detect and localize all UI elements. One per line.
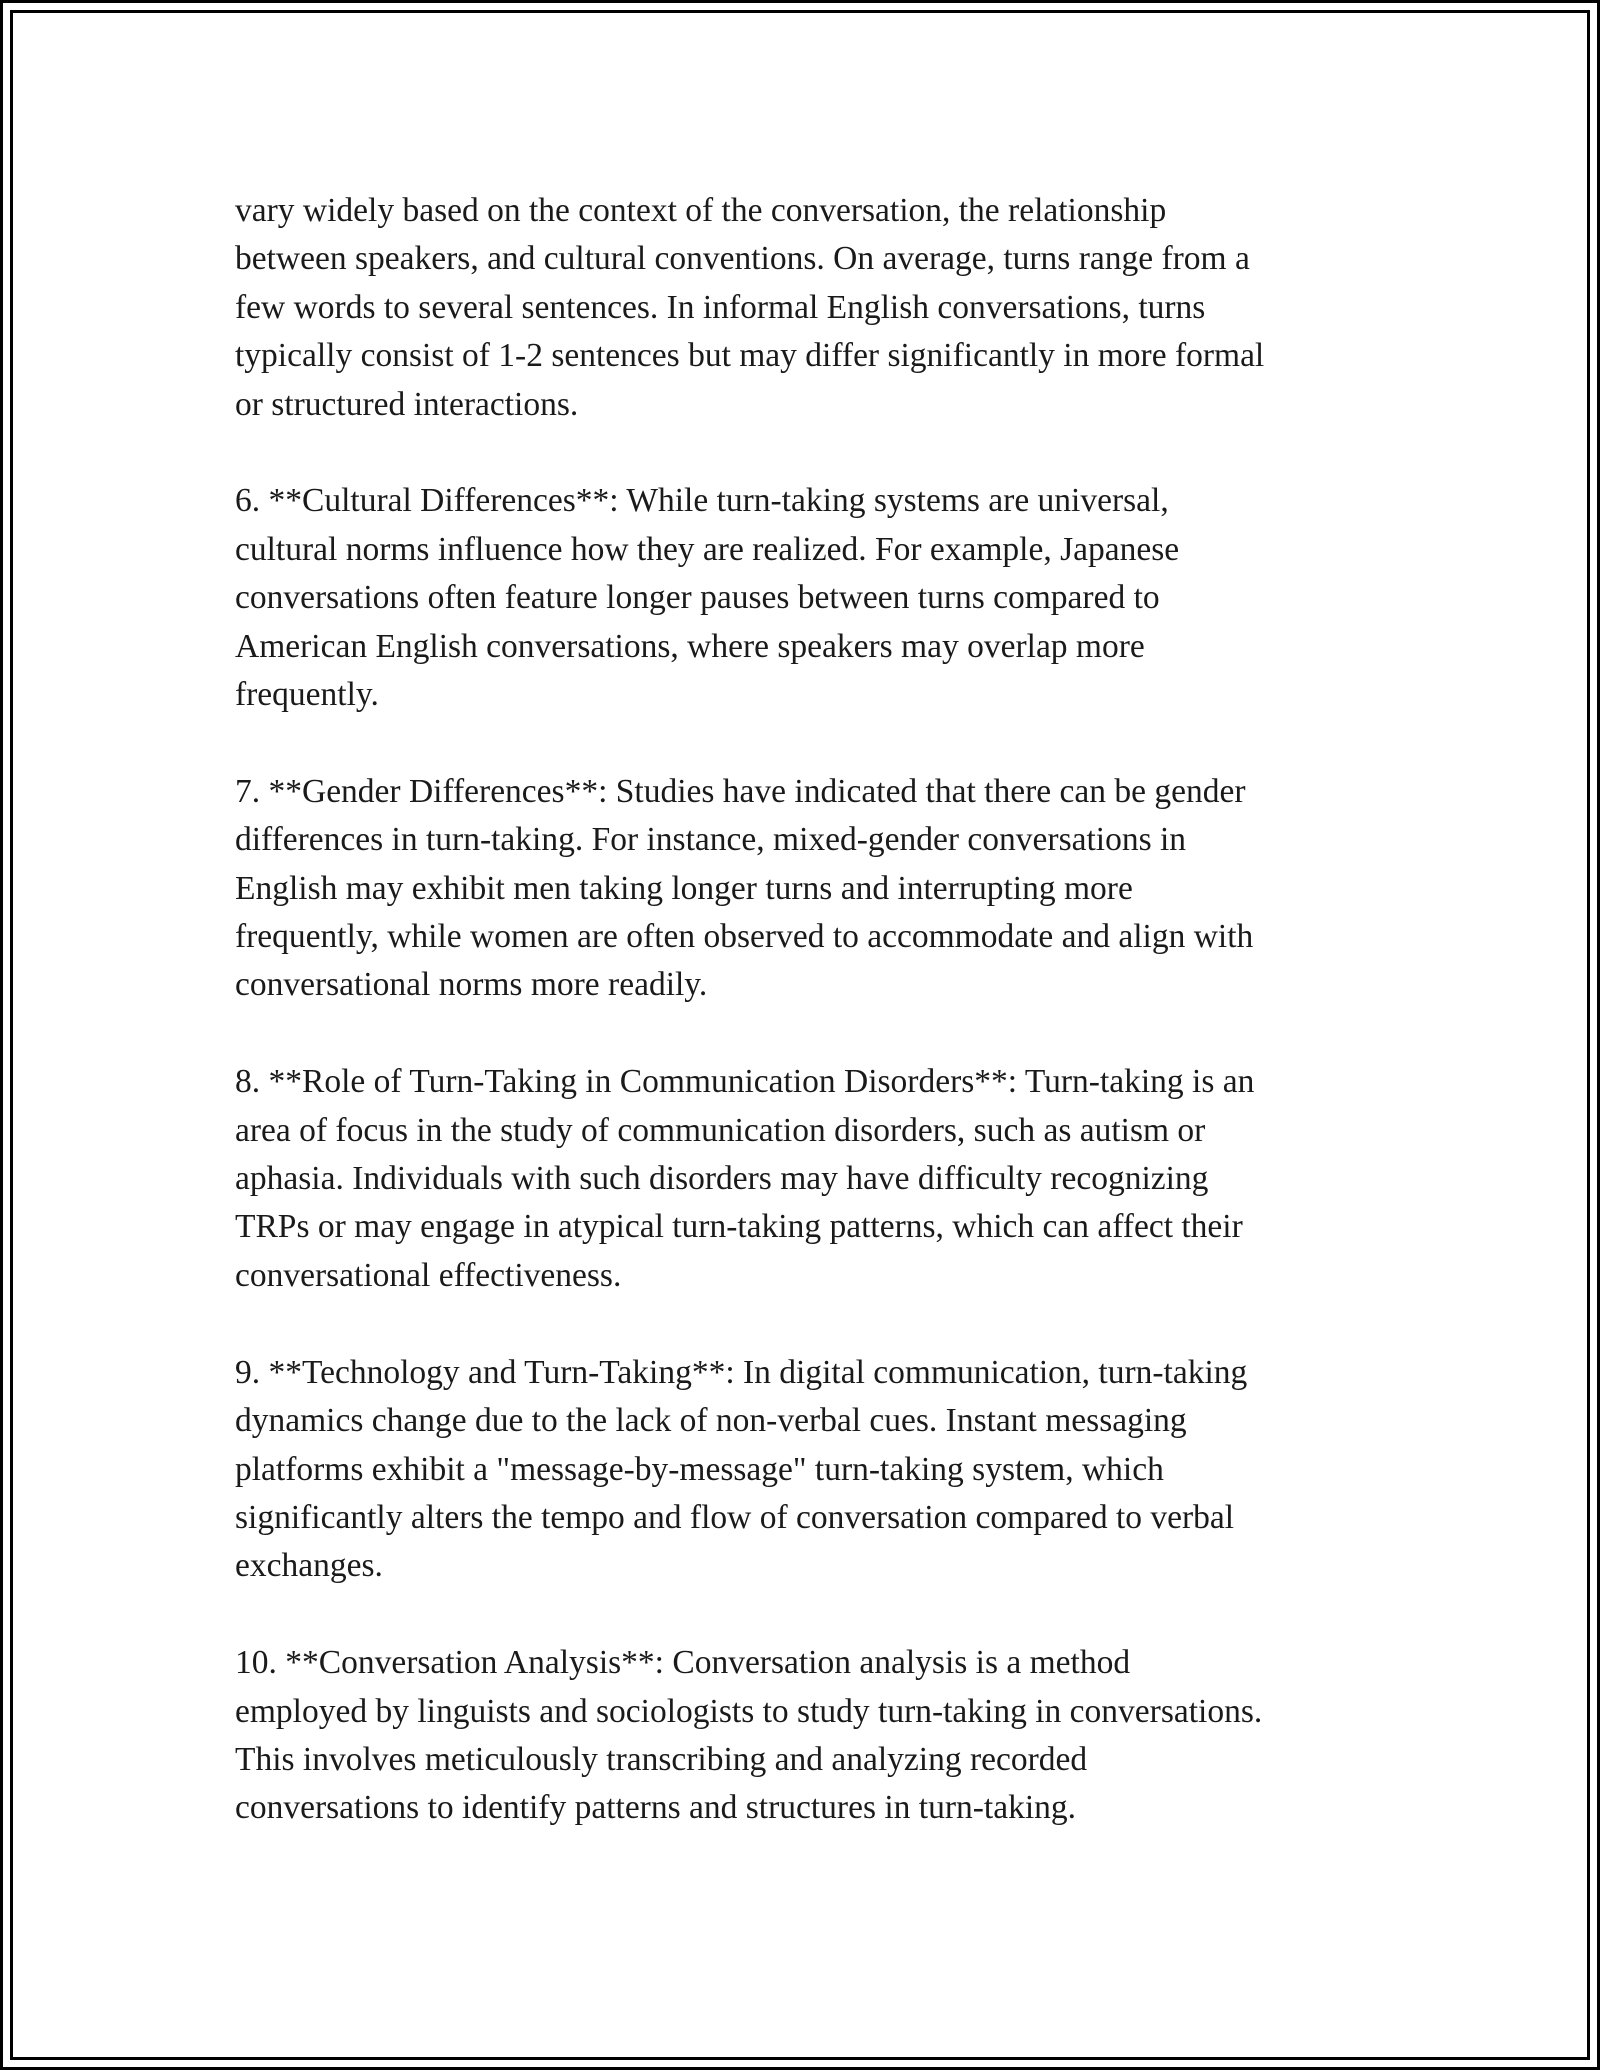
paragraph-gender-differences (235, 768, 1370, 1010)
text-line: conversational effectiveness. (235, 1256, 622, 1294)
text-line: aphasia. Individuals with such disorders may have difficulty recognizing (235, 1160, 1209, 1198)
text-line: This involves meticulously transcribing and analyzing recorded (235, 1740, 1088, 1778)
text-line: dynamics change due to the lack of non-verbal cues. Instant messaging (235, 1402, 1187, 1440)
text-line: conversations often feature longer pauses between turns compared to (235, 579, 1160, 617)
text-line: TRPs or may engage in atypical turn-taking patterns, which can affect their (235, 1208, 1243, 1246)
text-line: 10. **Conversation Analysis**: Conversation analysis is a method (235, 1644, 1131, 1682)
text-line: few words to several sentences. In informal English conversations, turns (235, 288, 1206, 326)
text-line: 9. **Technology and Turn-Taking**: In digital communication, turn-taking (235, 1353, 1248, 1391)
text-line: vary widely based on the context of the conversation, the relationship (235, 192, 1167, 229)
text-line: conversational norms more readily. (235, 966, 708, 1004)
paragraph-communication-disorders (235, 1058, 1370, 1300)
paragraph-conversation-analysis (235, 1639, 1370, 1833)
text-line: platforms exhibit a "message-by-message" turn-taking system, which (235, 1450, 1164, 1488)
text-line: differences in turn-taking. For instance, mixed-gender conversations in (235, 821, 1187, 859)
text-line: typically consist of 1-2 sentences but may differ significantly in more formal (235, 337, 1265, 375)
text-line: employed by linguists and sociologists to study turn-taking in conversations. (235, 1692, 1263, 1730)
text-line: area of focus in the study of communication disorders, such as autism or (235, 1111, 1206, 1149)
text-line: or structured interactions. (235, 385, 579, 423)
text-line: American English conversations, where speakers may overlap more (235, 627, 1145, 665)
text-line: significantly alters the tempo and flow of conversation compared to verbal (235, 1498, 1235, 1536)
paragraph-technology (235, 1349, 1370, 1591)
text-line: conversations to identify patterns and structures in turn-taking. (235, 1789, 1077, 1827)
text-line: frequently. (235, 676, 379, 714)
text-line: 8. **Role of Turn-Taking in Communication Disorders**: Turn-taking is an (235, 1063, 1255, 1101)
text-line: English may exhibit men taking longer turns and interrupting more (235, 869, 1133, 907)
text-line: exchanges. (235, 1547, 383, 1585)
text-line: 6. **Cultural Differences**: While turn-taking systems are universal, (235, 482, 1169, 520)
text-line: cultural norms influence how they are realized. For example, Japanese (235, 530, 1180, 568)
text-line: frequently, while women are often observed to accommodate and align with (235, 918, 1254, 956)
paragraph-continuation (235, 187, 1370, 429)
paragraph-cultural-differences (235, 477, 1370, 719)
text-line: 7. **Gender Differences**: Studies have indicated that there can be gender (235, 772, 1246, 810)
document-body (235, 187, 1370, 1833)
text-line: between speakers, and cultural conventions. On average, turns range from a (235, 240, 1250, 278)
